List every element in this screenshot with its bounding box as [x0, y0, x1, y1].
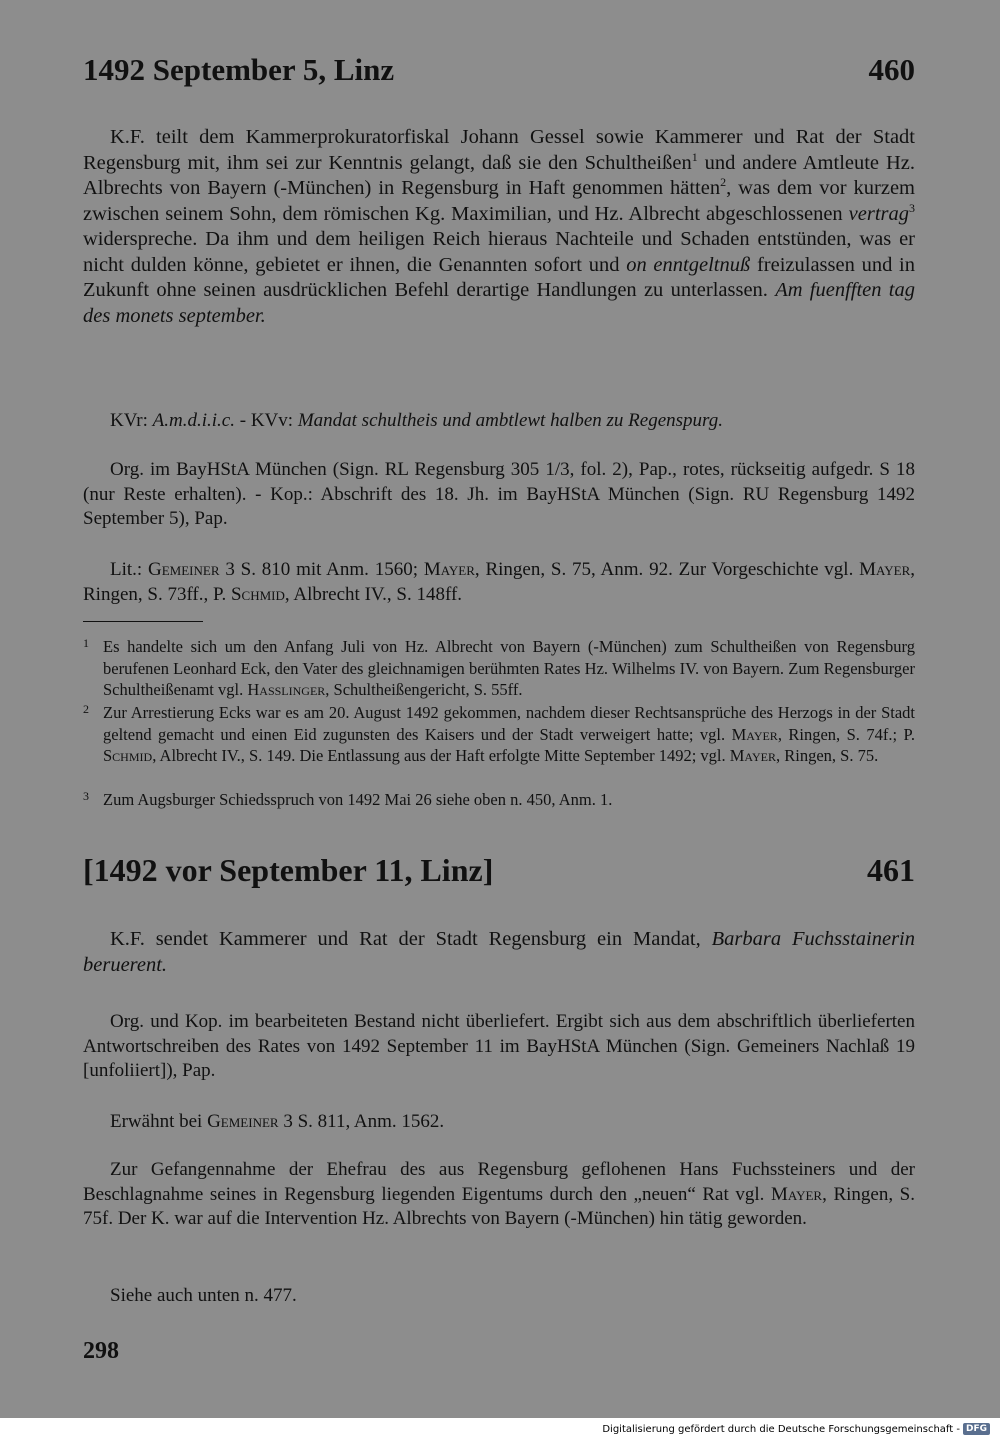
dating-clause: Am fuenfften tag des monets september.	[83, 279, 915, 327]
footnote-ref-1: 1	[691, 149, 698, 164]
footnote-ref-2: 2	[720, 175, 727, 189]
entry-460-summary: K.F. teilt dem Kammerprokuratorfiskal Johann Gessel sowie Kammerer und Rat der Stadt Regensburg mit, ihm sei zur Kenntnis gelangt, daß sie den Schultheißen$^1$ und andere Amtleute Hz. Albrechts von Bayern (-München) in Regensburg in Haft genommen hätten$^2$, was dem vor kurzem zwischen seinem Sohn, dem römischen Kg. Maximilian, und Hz. Albrecht abgeschlossenen vertrag$^3$ widerspreche. Da ihm und dem heiligen Reich hieraus Nachteile und Schaden entstünden, was er nicht dulden könne, gebietet er ihnen, die Genannten sofort und on enntgeltnuß freizulassen und in Zukunft ohne seinen ausdrücklichen Befehl derartige Handlungen zu unterlassen. Am fuenfften tag des monets september.	[83, 126, 915, 327]
entry-461-mention: Erwähnt bei Gemeiner 3 S. 811, Anm. 1562.	[110, 1111, 445, 1132]
footnote-3: 3 Zum Augsburger Schiedsspruch von 1492 Mai 26 siehe oben n. 450, Anm. 1.	[83, 789, 613, 809]
entry-461-date: [1492 vor September 11, Linz]	[83, 852, 494, 888]
credit-text: Digitalisierung gefördert durch die Deutsche Forschungsgemeinschaft -	[602, 1423, 960, 1435]
footnote-1: 1 Es handelte sich um den Anfang Juli von Hz. Albrecht von Bayern (-München) zum Schultheißen von Regensburg berufenen Leonhard Eck, den Vater des gleichnamigen berühmten Rates Hz. Wilhelms IV. von Bayern. Zum Regensburger Schultheißenamt vgl. Hasslinger, Schultheißengericht, S. 55ff.	[83, 636, 915, 699]
page-number: 298	[83, 1338, 119, 1364]
entry-460-dorsal-note: KVr: A.m.d.i.i.c. - KVv: Mandat schultheis und ambtlewt halben zu Regenspurg.	[110, 410, 723, 431]
entry-460-original-note: Org. im BayHStA München (Sign. RL Regensburg 305 1/3, fol. 2), Pap., rotes, rückseitig aufgedr. S 18 (nur Reste erhalten). - Kop.: Abschrift des 18. Jh. im BayHStA München (Sign. RU Regensburg 1492 September 5), Pap.	[83, 459, 915, 529]
dfg-logo-icon: DFG	[963, 1423, 990, 1435]
entry-460-header	[83, 52, 915, 88]
entry-460-number: 460	[868, 52, 915, 87]
entry-461-number: 461	[867, 852, 915, 888]
entry-461-context-note: Zur Gefangennahme der Ehefrau des aus Regensburg geflohenen Hans Fuchssteiners und der Beschlagnahme seines in Regensburg liegenden Eigentums durch den „neuen“ Rat vgl. Mayer, Ringen, S. 75f. Der K. war auf die Intervention Hz. Albrechts von Bayern (-München) hin tätig geworden.	[83, 1159, 915, 1229]
entry-460-date: 1492 September 5, Linz	[83, 52, 395, 87]
funding-credit	[602, 1423, 990, 1435]
entry-461-header	[83, 852, 915, 889]
entry-461-summary: K.F. sendet Kammerer und Rat der Stadt Regensburg ein Mandat, Barbara Fuchsstainerin beruerent.	[83, 928, 916, 976]
footnote-ref-3: 3	[909, 200, 915, 215]
entry-461-original-note: Org. und Kop. im bearbeiteten Bestand nicht überliefert. Ergibt sich aus dem abschriftlich überlieferten Antwortschreiben des Rates von 1492 September 11 im BayHStA München (Sign. Gemeiners Nachlaß 19 [unfoliiert]), Pap.	[83, 1011, 915, 1081]
footnote-2: 2 Zur Arrestierung Ecks war es am 20. August 1492 gekommen, nachdem dieser Rechtsansprüche des Herzogs in der Stadt geltend gemacht und einen Eid zugunsten des Kaisers und der Stadt verweigert hatte; vgl. Mayer, Ringen, S. 74f.; P. Schmid, Albrecht IV., S. 149. Die Entlassung aus der Haft erfolgte Mitte September 1492; vgl. Mayer, Ringen, S. 75.	[83, 702, 915, 765]
entry-461-cross-reference: Siehe auch unten n. 477.	[110, 1285, 297, 1306]
entry-460-literature: Lit.: Gemeiner 3 S. 810 mit Anm. 1560; Mayer, Ringen, S. 75, Anm. 92. Zur Vorgeschichte vgl. Mayer, Ringen, S. 73ff., P. Schmid, Albrecht IV., S. 148ff.	[83, 559, 915, 605]
footnote-separator	[83, 621, 203, 622]
